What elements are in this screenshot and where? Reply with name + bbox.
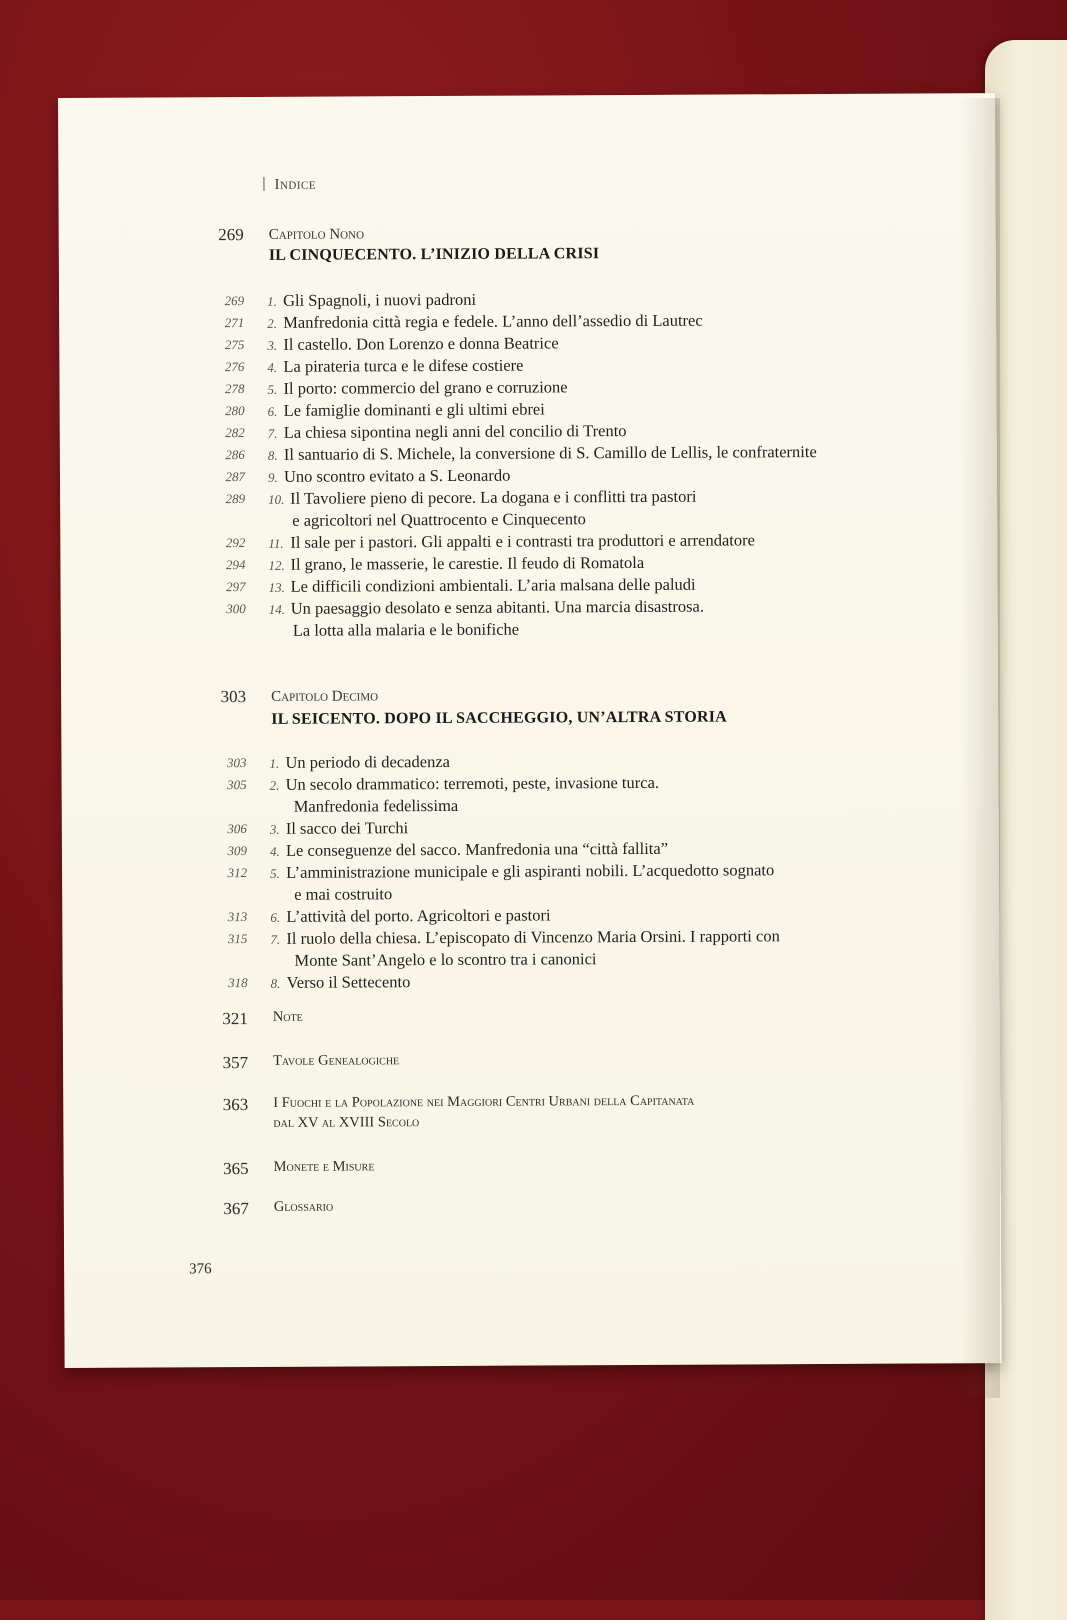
entry-title: Un secolo drammatico: terremoti, peste, invasione turca.	[285, 772, 660, 794]
back-matter-label-continued: dal XV al XVIII Secolo	[273, 1114, 420, 1131]
chapter-heading-9	[59, 221, 959, 264]
toc-entry	[61, 595, 961, 644]
entry-page-number: 297	[226, 579, 246, 595]
entry-title: Gli Spagnoli, i nuovi padroni	[283, 289, 477, 310]
chapter-10-entries	[61, 749, 962, 996]
toc-entry	[62, 771, 962, 820]
entry-number: 7.	[267, 425, 278, 441]
back-matter-entry	[64, 1195, 964, 1219]
entry-title: Il santuario di S. Michele, la conversione di S. Camillo de Lellis, le confraternite	[283, 442, 817, 464]
entry-page-number: 309	[227, 843, 247, 859]
back-matter-page: 357	[222, 1053, 249, 1073]
entry-page-number: 275	[224, 337, 245, 353]
entry-number: 6.	[270, 909, 281, 925]
entry-title: Manfredonia città regia e fedele. L’anno dell’assedio di Lautrec	[283, 310, 703, 332]
entry-page-number: 306	[227, 821, 247, 837]
entry-page-number: 278	[224, 381, 245, 397]
entry-page-number: 315	[227, 931, 248, 947]
entry-page-number: 271	[224, 315, 245, 331]
entry-number: 11.	[268, 535, 284, 551]
entry-number: 5.	[267, 381, 278, 397]
book-page	[58, 93, 1002, 1368]
entry-number: 8.	[267, 447, 278, 463]
page-gutter-shadow	[960, 98, 1000, 1398]
back-matter-label: Note	[272, 1008, 303, 1025]
back-matter-label: Glossario	[273, 1198, 334, 1215]
entry-number: 4.	[269, 843, 280, 859]
back-matter-entry	[63, 1049, 963, 1073]
entry-title: Le famiglie dominanti e gli ultimi ebrei	[283, 399, 545, 420]
entry-title: Uno scontro evitato a S. Leonardo	[283, 465, 511, 486]
entry-page-number: 280	[225, 403, 245, 419]
back-matter-entry	[63, 1005, 963, 1029]
entry-number: 2.	[267, 315, 277, 331]
back-matter-entry	[63, 1091, 963, 1131]
entry-page-number: 312	[227, 865, 248, 881]
toc-entry	[62, 925, 962, 974]
entry-number: 4.	[267, 359, 278, 375]
entry-number: 10.	[268, 491, 285, 507]
entry-number: 9.	[267, 469, 278, 485]
entry-title: Verso il Settecento	[286, 972, 411, 992]
entry-page-number: 286	[225, 447, 245, 463]
entry-title: La chiesa sipontina negli anni del concilio di Trento	[283, 421, 627, 442]
back-matter-label: I Fuochi e la Popolazione nei Maggiori Centri Urbani della Capitanata	[273, 1092, 695, 1111]
entry-title: Il sacco dei Turchi	[285, 818, 409, 838]
chapter-9-entries	[59, 287, 961, 644]
entry-page-number: 292	[225, 535, 246, 551]
toc-entry	[60, 485, 960, 534]
entry-number: 1.	[267, 293, 277, 309]
chapter-page-number: 303	[220, 687, 247, 707]
entry-title: Il castello. Don Lorenzo e donna Beatrice	[283, 333, 559, 354]
entry-page-number: 289	[225, 491, 246, 507]
entry-title: Un periodo di decadenza	[285, 751, 450, 772]
back-matter-page: 321	[222, 1009, 248, 1029]
chapter-heading-10	[61, 683, 961, 728]
entry-number: 14.	[268, 601, 285, 617]
back-matter-label: Monete e Misure	[273, 1158, 375, 1175]
running-header	[263, 177, 316, 194]
chapter-label: Capitolo Decimo	[271, 688, 379, 705]
entry-title: Il Tavoliere pieno di pecore. La dogana e i conflitti tra pastori	[290, 486, 697, 508]
entry-title-continued: Monte Sant’Angelo e lo scontro tra i canonici	[294, 949, 597, 970]
back-matter-page: 365	[223, 1159, 249, 1179]
back-matter-entry	[64, 1155, 964, 1179]
entry-page-number: 269	[224, 293, 245, 309]
back-matter-page: 367	[223, 1199, 249, 1219]
toc-entry	[63, 969, 963, 996]
entry-page-number: 318	[228, 975, 248, 991]
entry-page-number: 303	[226, 755, 247, 771]
toc-entry	[62, 859, 962, 908]
entry-number: 12.	[268, 557, 285, 573]
entry-number: 8.	[270, 975, 281, 991]
back-matter-page: 363	[222, 1095, 249, 1115]
entry-number: 7.	[270, 931, 281, 947]
entry-title: Il grano, le masserie, le carestie. Il feudo di Romatola	[290, 552, 645, 574]
entry-title: Il sale per i pastori. Gli appalti e i contrasti tra produttori e arrendatore	[290, 530, 755, 552]
back-matter-label: Tavole Genealogiche	[273, 1052, 400, 1069]
entry-number: 6.	[267, 403, 278, 419]
header-section: Indice	[274, 176, 317, 193]
entry-title-continued: e mai costruito	[294, 884, 393, 904]
entry-title-continued: e agricoltori nel Quattrocento e Cinquecento	[292, 509, 586, 530]
entry-page-number: 282	[225, 425, 245, 441]
entry-title: La pirateria turca e le difese costiere	[283, 355, 524, 376]
header-rule	[263, 177, 264, 191]
entry-number: 13.	[268, 579, 285, 595]
entry-page-number: 294	[225, 557, 246, 573]
entry-title: L’amministrazione municipale e gli aspiranti nobili. L’acquedotto sognato	[286, 860, 775, 882]
entry-title: Il porto: commercio del grano e corruzione	[283, 377, 568, 398]
entry-title: L’attività del porto. Agricoltori e pastori	[286, 905, 551, 926]
entry-page-number: 276	[224, 359, 245, 375]
entry-number: 3.	[267, 337, 278, 353]
entry-page-number: 305	[227, 777, 247, 793]
entry-title: Le difficili condizioni ambientali. L’aria malsana delle paludi	[290, 574, 696, 596]
entry-number: 1.	[269, 755, 280, 771]
page-folio: 376	[189, 1261, 212, 1278]
entry-title: Le conseguenze del sacco. Manfredonia una “città fallita”	[285, 838, 669, 860]
entry-page-number: 287	[225, 469, 246, 485]
entry-title-continued: La lotta alla malaria e le bonifiche	[292, 619, 520, 640]
entry-title: Un paesaggio desolato e senza abitanti. Una marcia disastrosa.	[290, 596, 705, 618]
chapter-page-number: 269	[218, 225, 244, 245]
chapter-label: Capitolo Nono	[268, 226, 365, 243]
entry-title-continued: Manfredonia fedelissima	[293, 795, 459, 816]
entry-number: 3.	[269, 821, 280, 837]
chapter-title: IL CINQUECENTO. L’INIZIO DELLA CRISI	[268, 245, 600, 264]
entry-title: Il ruolo della chiesa. L’episcopato di Vincenzo Maria Orsini. I rapporti con	[286, 926, 780, 948]
entry-number: 5.	[270, 865, 280, 881]
entry-page-number: 313	[227, 909, 248, 925]
entry-number: 2.	[269, 777, 280, 793]
entry-page-number: 300	[226, 601, 246, 617]
chapter-title: IL SEICENTO. DOPO IL SACCHEGGIO, UN’ALTRA STORIA	[271, 708, 727, 728]
